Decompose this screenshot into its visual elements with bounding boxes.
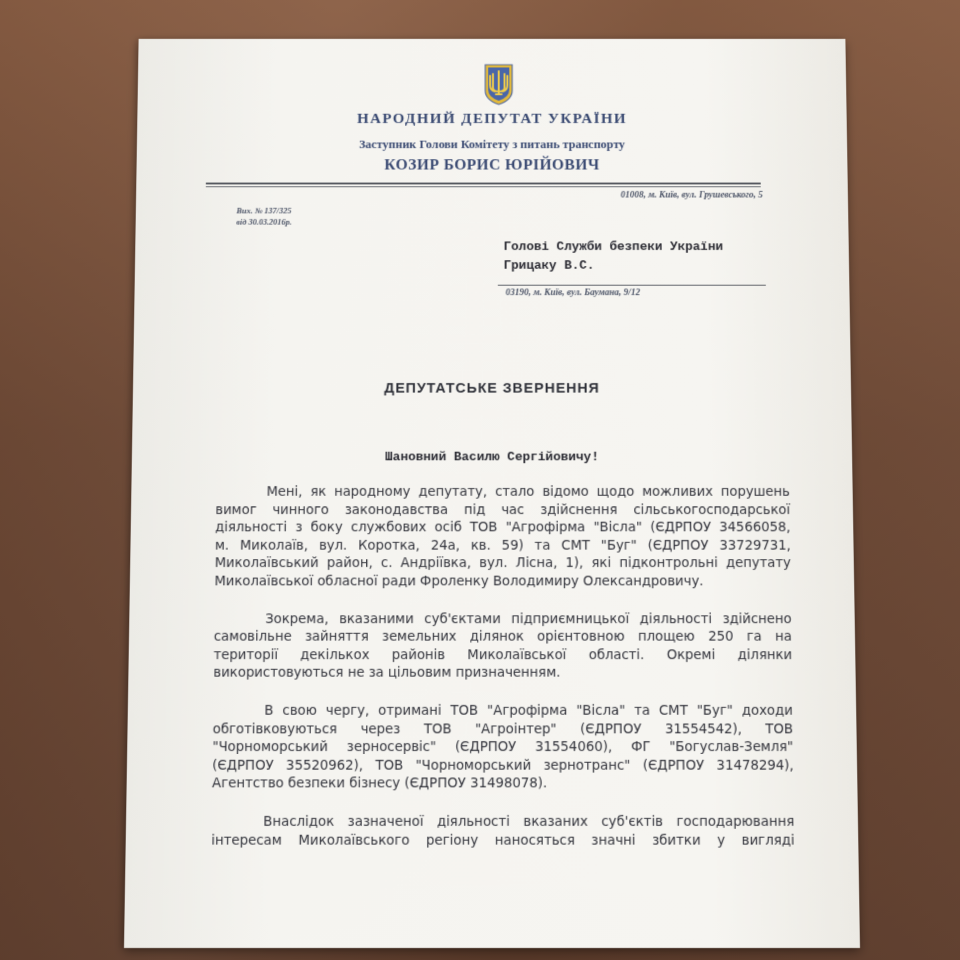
text-line: використовуються не за цільовим призначенням.: [213, 666, 561, 681]
text-line: Миколаївської обласної ради Фроленку Володимиру Олександровичу.: [214, 574, 704, 590]
paragraph: [214, 484, 791, 591]
text-line: інтересам Миколаївського регіону наносяться значні збитки у вигляді: [211, 833, 795, 849]
recipient-divider: [498, 285, 766, 286]
text-line: м. Миколаїв, вул. Коротка, 24а, кв. 59) та СМТ "Буг" (ЄДРПОУ 33729731,: [214, 538, 791, 554]
sender-address: 01008, м. Київ, вул. Грушевського, 5: [620, 190, 763, 201]
salutation: Шановний Василю Сергійовичу!: [385, 449, 599, 465]
recipient-block: [504, 238, 724, 276]
letterhead-divider: [206, 183, 761, 185]
text-line: Внаслідок зазначеної діяльності вказаних суб'єктів господарювання: [263, 814, 795, 830]
recipient-address: 03190, м. Київ, вул. Баумана, 9/12: [505, 288, 641, 298]
letter-page: [124, 39, 860, 948]
text-line: діяльності з боку службових осіб ТОВ "Агрофірма "Вісла" (ЄДРПОУ 34566058,: [215, 520, 791, 536]
text-line: самовільне зайняття земельних ділянок орієнтовною площею 250 га на: [213, 630, 792, 645]
trident-icon: [482, 63, 515, 106]
text-line: обготівковуються через ТОВ "Агроінтер" (ЄДРПОУ 31554542), ТОВ: [212, 722, 794, 737]
text-line: Зокрема, вказаними суб'єктами підприємницької діяльності здійснено: [265, 612, 792, 627]
text-line: "Чорноморський зерносервіс" (ЄДРПОУ 31554060), ФГ "Богуслав-Земля": [212, 740, 794, 756]
paragraph: [213, 611, 792, 683]
text-line: (ЄДРПОУ 35520962), ТОВ "Чорноморський зернотранс" (ЄДРПОУ 31478294),: [212, 758, 794, 774]
paragraph: [212, 703, 794, 794]
letterhead-name: КОЗИР БОРИС ЮРІЙОВИЧ: [384, 157, 600, 174]
outgoing-number: Вих. № 137/325: [236, 205, 292, 216]
document-title: ДЕПУТАТСЬКЕ ЗВЕРНЕННЯ: [384, 381, 600, 397]
text-line: Мені, як народному депутату, стало відомо щодо можливих порушень: [266, 485, 791, 500]
outgoing-date: від 30.03.2016р.: [236, 217, 292, 227]
text-line: Миколаївський район, с. Андріївка, вул. Лісна, 1), які підконтрольні депутату: [214, 556, 791, 572]
recipient-line-1: Голові Служби безпеки України: [503, 239, 724, 254]
outgoing-reference: [236, 205, 292, 227]
letterhead-title: НАРОДНИЙ ДЕПУТАТ УКРАЇНИ: [356, 110, 628, 127]
letterhead-divider-thin: [206, 186, 761, 187]
letter-body: [211, 484, 795, 870]
text-line: В свою чергу, отримані ТОВ "Агрофірма "Вісла" та СМТ "Буг" доходи: [264, 703, 793, 719]
text-line: території декількох районів Миколаївської області. Окремі ділянки: [213, 648, 793, 663]
recipient-line-2: Грицаку В.С.: [503, 258, 595, 273]
text-line: Агентство безпеки бізнесу (ЄДРПОУ 31498078).: [211, 776, 548, 792]
paragraph: [211, 814, 795, 851]
text-line: вимог чинного законодавства під час здійснення сільськогосподарської: [215, 503, 791, 518]
letterhead-position: Заступник Голови Комітету з питань транспорту: [358, 137, 626, 151]
